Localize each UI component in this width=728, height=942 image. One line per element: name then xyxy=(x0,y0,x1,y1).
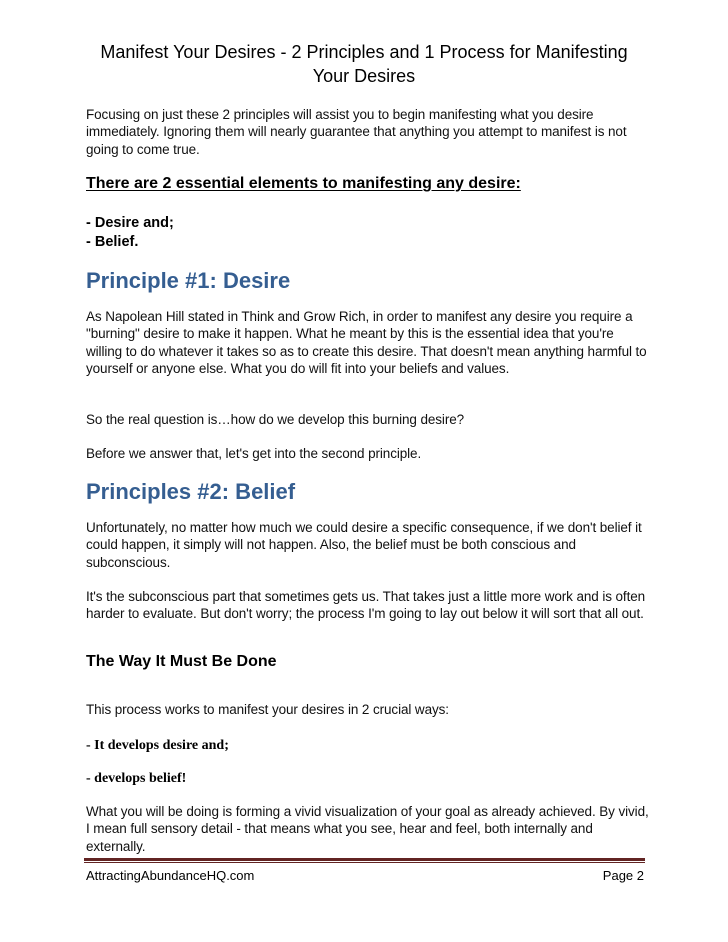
page-title xyxy=(86,40,642,88)
principle1-paragraph-3: Before we answer that, let's get into the second principle. xyxy=(86,446,422,461)
title-line-2: Your Desires xyxy=(312,66,416,86)
element-belief: - Belief. xyxy=(86,234,139,250)
elements-heading: There are 2 essential elements to manifesting any desire: xyxy=(86,175,521,192)
title-line-1: Manifest Your Desires - 2 Principles and 1 Process for Manifesting xyxy=(100,42,628,62)
principle1-heading: Principle #1: Desire xyxy=(86,268,291,293)
principle1-paragraph-1: As Napolean Hill stated in Think and Grow Rich, in order to manifest any desire you require a "burning" desire to make it happen. What he meant by this is the essential idea that you're willing to do whatever it takes so as to create this desire. That doesn't mean anything harmful to yourself or anyone else. What you do will fit into your beliefs and values. xyxy=(86,309,647,377)
footer-rule xyxy=(84,858,645,861)
process-heading: The Way It Must Be Done xyxy=(86,653,277,670)
footer-rule-thin xyxy=(84,862,645,863)
principle2-heading: Principles #2: Belief xyxy=(86,479,296,504)
process-item-belief: - develops belief! xyxy=(86,771,187,786)
footer-page-number: Page 2 xyxy=(602,868,644,883)
intro-paragraph: Focusing on just these 2 principles will assist you to begin manifesting what you desire immediately. Ignoring them will nearly guarantee that anything you attempt to manifest is not going to come true. xyxy=(86,107,627,157)
process-item-desire: - It develops desire and; xyxy=(86,738,229,753)
process-paragraph-1: This process works to manifest your desires in 2 crucial ways: xyxy=(86,702,449,717)
principle2-paragraph-2: It's the subconscious part that sometimes gets us. That takes just a little more work and is often harder to evaluate. But don't worry; the process I'm going to lay out below it will sort that all out. xyxy=(86,589,646,622)
element-desire: - Desire and; xyxy=(86,215,174,231)
footer-site: AttractingAbundanceHQ.com xyxy=(86,868,255,883)
process-paragraph-2: What you will be doing is forming a vivid visualization of your goal as already achieved. By vivid, I mean full sensory detail - that means what you see, hear and feel, both internally and externally. xyxy=(86,804,649,854)
principle1-paragraph-2: So the real question is…how do we develop this burning desire? xyxy=(86,412,465,427)
principle2-paragraph-1: Unfortunately, no matter how much we could desire a specific consequence, if we don't belief it could happen, it simply will not happen. Also, the belief must be both conscious and subconscious. xyxy=(86,520,642,570)
